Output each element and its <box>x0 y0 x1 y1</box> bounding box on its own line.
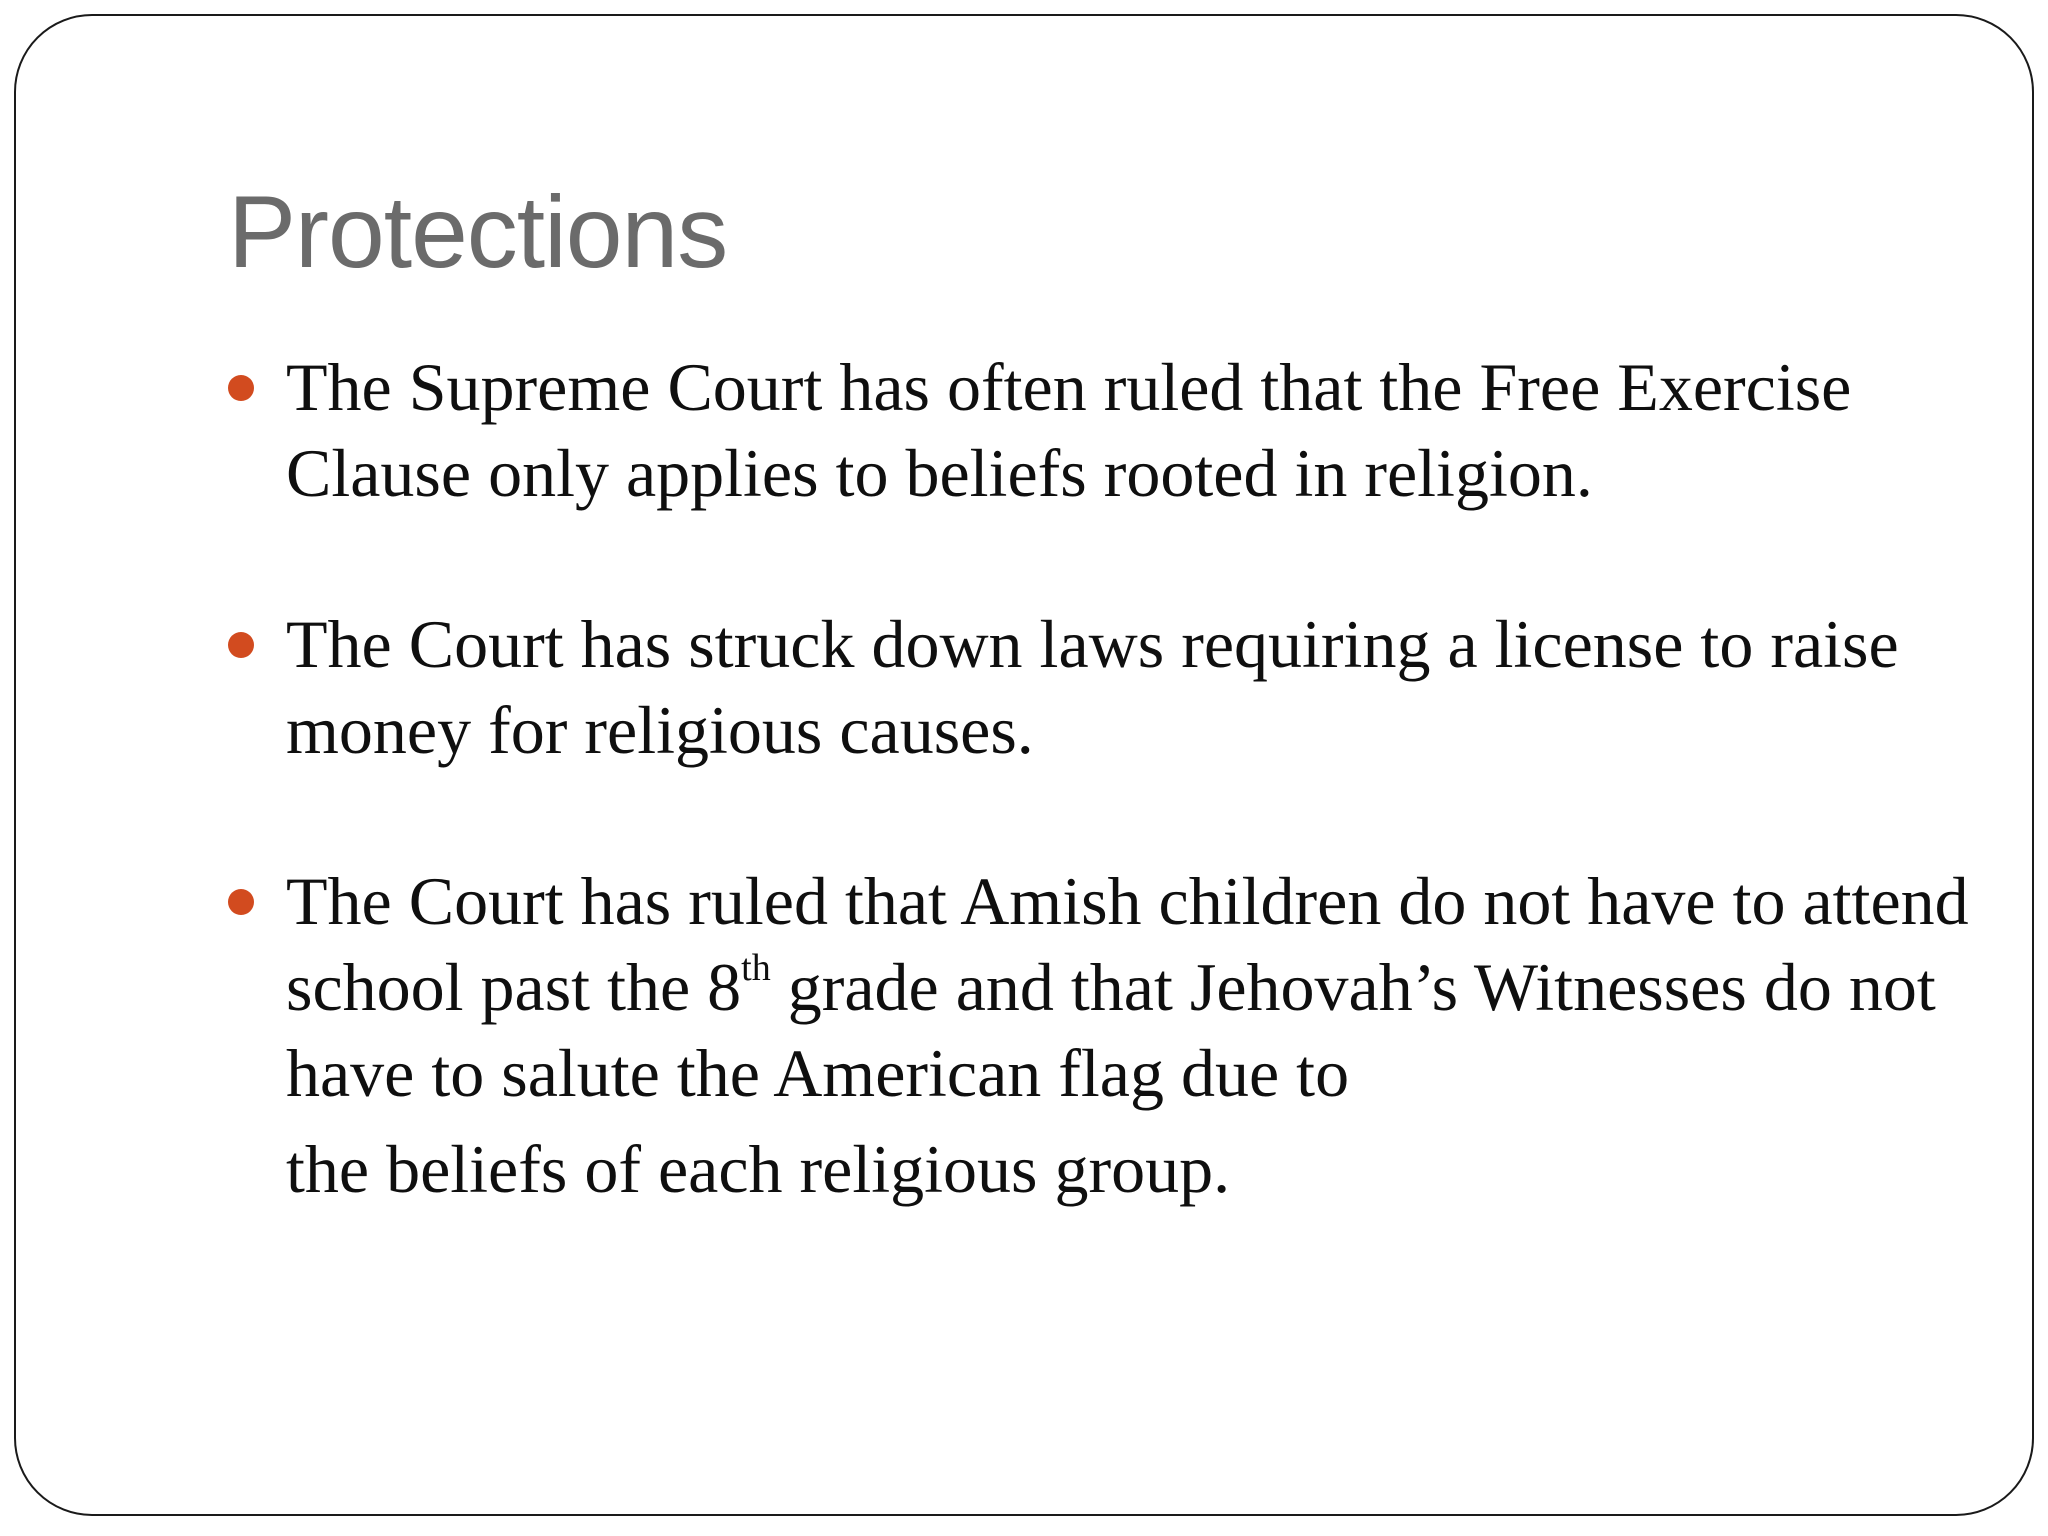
ordinal-suffix: th <box>741 947 771 989</box>
bullet-dot-icon <box>228 632 254 658</box>
bullet-text: The Supreme Court has often ruled that the Free Exercise Clause only applies to beliefs rooted in religion. <box>286 349 1852 511</box>
bullet-text: The Court has struck down laws requiring a license to raise money for religious causes. <box>286 606 1899 768</box>
bullet-dot-icon <box>228 375 254 401</box>
bullet-text-last-line: the beliefs of each religious group. <box>286 1131 1231 1207</box>
bullet-text-part: The Court has ruled that Amish children do not have to attend school past the 8 <box>286 863 1969 1025</box>
slide-frame <box>14 14 2034 1516</box>
bullet-item <box>228 858 2018 1212</box>
bullet-item <box>228 601 2018 773</box>
bullet-text <box>286 863 1969 1111</box>
bullet-list <box>228 344 2018 1297</box>
bullet-item <box>228 344 2018 516</box>
bullet-dot-icon <box>228 889 254 915</box>
slide-title: Protections <box>228 175 728 289</box>
bullet-text-part: grade and that Jehovah’s Witnesses do not have to salute the American flag due to <box>286 949 1936 1111</box>
